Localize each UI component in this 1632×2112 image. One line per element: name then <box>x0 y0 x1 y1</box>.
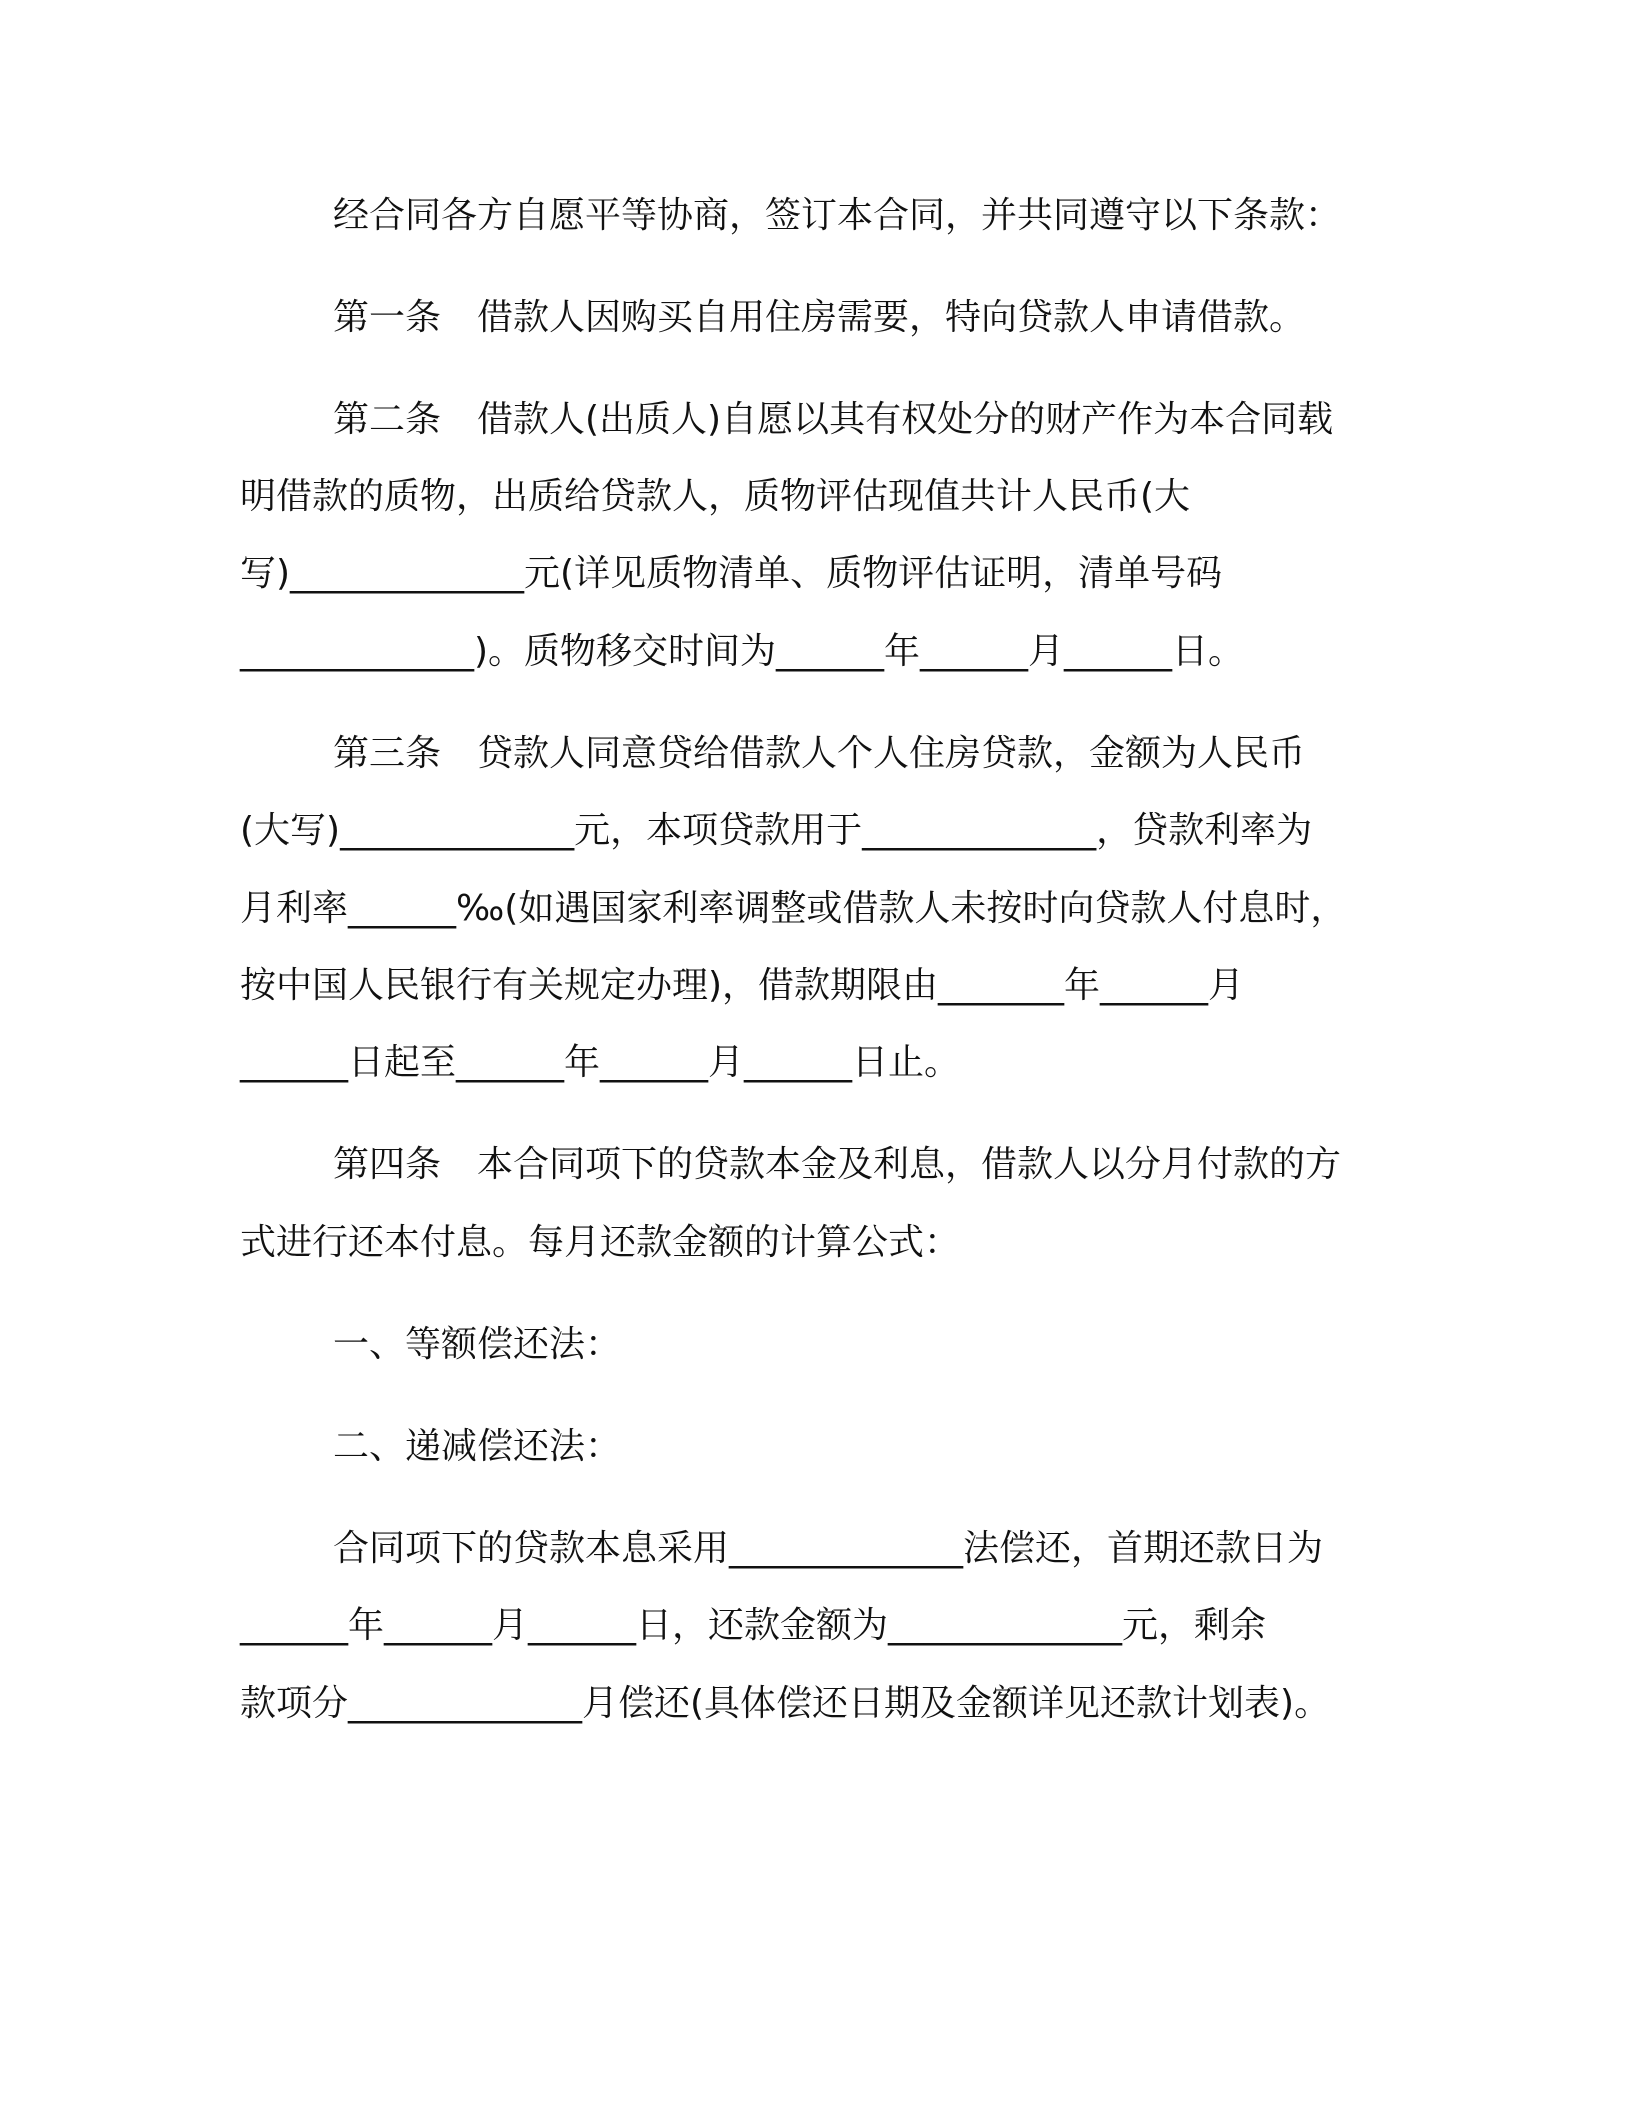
repayment-line-2: ______年______月______日，还款金额为_____________元，剩余 <box>240 1605 1267 1646</box>
article-4-line-2: 式进行还本付息。每月还款金额的计算公式： <box>240 1222 961 1263</box>
article-2-line-3: 写)_____________元(详见质物清单、质物评估证明，清单号码 <box>240 553 1223 594</box>
article-3-line-3: 月利率______‰(如遇国家利率调整或借款人未按时向贷款人付息时， <box>240 888 1347 929</box>
repayment-line-1: 合同项下的贷款本息采用_____________法偿还，首期还款日为 <box>333 1528 1324 1569</box>
article-3-line-2: (大写)_____________元，本项贷款用于_____________，贷款利率为 <box>240 810 1313 851</box>
article-3-line-1: 第三条 贷款人同意贷给借款人个人住房贷款，金额为人民币 <box>333 733 1306 774</box>
article-3-line-5: ______日起至______年______月______日止。 <box>240 1042 961 1083</box>
intro-paragraph: 经合同各方自愿平等协商，签订本合同，并共同遵守以下条款： <box>333 195 1342 236</box>
article-3-line-4: 按中国人民银行有关规定办理)，借款期限由_______年______月 <box>240 965 1245 1006</box>
article-2-line-2: 明借款的质物，出质给贷款人，质物评估现值共计人民币(大 <box>240 476 1191 517</box>
article-2-line-4: _____________)。质物移交时间为______年______月______日。 <box>240 631 1245 672</box>
article-1: 第一条 借款人因购买自用住房需要，特向贷款人申请借款。 <box>333 297 1306 338</box>
article-4-line-1: 第四条 本合同项下的贷款本金及利息，借款人以分月付款的方 <box>333 1144 1342 1185</box>
article-2-line-1: 第二条 借款人(出质人)自愿以其有权处分的财产作为本合同载 <box>333 399 1334 440</box>
method-equal-repayment: 一、等额偿还法： <box>333 1324 622 1365</box>
method-decreasing-repayment: 二、递减偿还法： <box>333 1426 622 1467</box>
repayment-line-3: 款项分_____________月偿还(具体偿还日期及金额详见还款计划表)。 <box>240 1683 1331 1724</box>
